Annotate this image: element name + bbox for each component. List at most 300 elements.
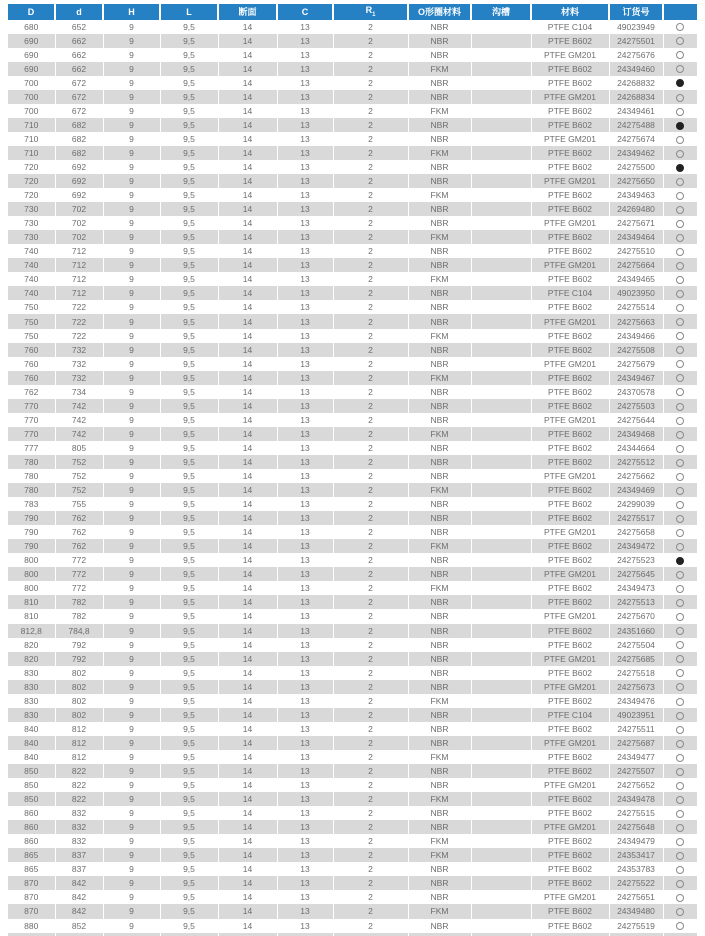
table-row [8, 511, 697, 525]
cell-cross_section: 14 [218, 680, 277, 694]
cell-material: PTFE B602 [531, 497, 609, 511]
cell-C: 13 [277, 104, 333, 118]
cell-availability [663, 286, 697, 300]
cell-D: 770 [8, 427, 55, 441]
cell-availability [663, 118, 697, 132]
cell-order_no: 24275510 [609, 244, 663, 258]
cell-material: PTFE B602 [531, 919, 609, 933]
availability-dot-open-icon [676, 852, 684, 860]
table-row [8, 455, 697, 469]
cell-cross_section: 14 [218, 385, 277, 399]
cell-material: PTFE B602 [531, 750, 609, 764]
cell-d: 802 [55, 666, 103, 680]
cell-d: 662 [55, 62, 103, 76]
cell-order_no: 24275652 [609, 778, 663, 792]
cell-D: 840 [8, 722, 55, 736]
cell-C: 13 [277, 230, 333, 244]
cell-C: 13 [277, 736, 333, 750]
cell-D: 790 [8, 539, 55, 553]
cell-order_no: 24349478 [609, 792, 663, 806]
cell-C: 13 [277, 567, 333, 581]
cell-groove [471, 848, 531, 862]
cell-R1: 2 [333, 90, 408, 104]
cell-H: 9 [103, 750, 160, 764]
cell-L: 9,5 [160, 62, 218, 76]
cell-D: 880 [8, 919, 55, 933]
cell-order_no: 24275687 [609, 736, 663, 750]
availability-dot-open-icon [676, 192, 684, 200]
cell-material: PTFE B602 [531, 385, 609, 399]
cell-cross_section: 14 [218, 553, 277, 567]
cell-R1: 2 [333, 371, 408, 385]
cell-availability [663, 20, 697, 34]
cell-oring_material: FKM [408, 750, 471, 764]
column-header-cross_section [218, 4, 277, 20]
cell-oring_material: NBR [408, 609, 471, 623]
cell-material: PTFE GM201 [531, 469, 609, 483]
availability-dot-open-icon [676, 824, 684, 832]
cell-groove [471, 778, 531, 792]
cell-L: 9,5 [160, 258, 218, 272]
cell-H: 9 [103, 708, 160, 722]
cell-order_no: 24275674 [609, 132, 663, 146]
table-row [8, 48, 697, 62]
availability-dot-open-icon [676, 388, 684, 396]
cell-D: 850 [8, 778, 55, 792]
cell-material: PTFE GM201 [531, 216, 609, 230]
cell-availability [663, 104, 697, 118]
cell-oring_material: FKM [408, 848, 471, 862]
cell-oring_material: NBR [408, 525, 471, 539]
cell-groove [471, 806, 531, 820]
cell-oring_material: NBR [408, 34, 471, 48]
cell-groove [471, 680, 531, 694]
cell-C: 13 [277, 343, 333, 357]
table-row [8, 258, 697, 272]
cell-cross_section: 14 [218, 329, 277, 343]
cell-L: 9,5 [160, 34, 218, 48]
cell-H: 9 [103, 778, 160, 792]
table-row [8, 890, 697, 904]
cell-cross_section: 14 [218, 750, 277, 764]
cell-R1: 2 [333, 343, 408, 357]
cell-cross_section: 14 [218, 160, 277, 174]
cell-cross_section: 14 [218, 427, 277, 441]
cell-groove [471, 890, 531, 904]
availability-dot-open-icon [676, 108, 684, 116]
cell-material: PTFE GM201 [531, 609, 609, 623]
cell-availability [663, 708, 697, 722]
availability-dot-open-icon [676, 726, 684, 734]
table-row [8, 329, 697, 343]
cell-C: 13 [277, 258, 333, 272]
cell-R1: 2 [333, 286, 408, 300]
column-header-R1 [333, 4, 408, 20]
cell-L: 9,5 [160, 20, 218, 34]
cell-L: 9,5 [160, 567, 218, 581]
cell-H: 9 [103, 258, 160, 272]
cell-H: 9 [103, 876, 160, 890]
cell-material: PTFE B602 [531, 638, 609, 652]
cell-availability [663, 34, 697, 48]
cell-order_no: 24275488 [609, 118, 663, 132]
cell-cross_section: 14 [218, 62, 277, 76]
cell-H: 9 [103, 118, 160, 132]
cell-oring_material: FKM [408, 792, 471, 806]
cell-material: PTFE B602 [531, 371, 609, 385]
cell-L: 9,5 [160, 553, 218, 567]
cell-order_no: 24275504 [609, 638, 663, 652]
cell-C: 13 [277, 427, 333, 441]
cell-order_no: 24275664 [609, 258, 663, 272]
cell-d: 782 [55, 595, 103, 609]
cell-L: 9,5 [160, 188, 218, 202]
cell-R1: 2 [333, 216, 408, 230]
cell-D: 710 [8, 118, 55, 132]
cell-groove [471, 258, 531, 272]
cell-oring_material: NBR [408, 736, 471, 750]
cell-d: 712 [55, 258, 103, 272]
cell-availability [663, 76, 697, 90]
cell-L: 9,5 [160, 230, 218, 244]
table-row [8, 216, 697, 230]
cell-availability [663, 666, 697, 680]
cell-C: 13 [277, 357, 333, 371]
cell-R1: 2 [333, 834, 408, 848]
cell-R1: 2 [333, 666, 408, 680]
cell-D: 830 [8, 680, 55, 694]
cell-d: 722 [55, 329, 103, 343]
cell-availability [663, 525, 697, 539]
cell-groove [471, 132, 531, 146]
cell-R1: 2 [333, 792, 408, 806]
cell-availability [663, 343, 697, 357]
cell-cross_section: 14 [218, 904, 277, 918]
cell-cross_section: 14 [218, 230, 277, 244]
cell-order_no: 24344664 [609, 441, 663, 455]
availability-dot-open-icon [676, 487, 684, 495]
cell-R1: 2 [333, 764, 408, 778]
cell-order_no: 24268832 [609, 76, 663, 90]
cell-R1: 2 [333, 329, 408, 343]
cell-availability [663, 750, 697, 764]
table-row [8, 230, 697, 244]
cell-order_no: 24349462 [609, 146, 663, 160]
cell-groove [471, 371, 531, 385]
cell-H: 9 [103, 300, 160, 314]
cell-d: 832 [55, 806, 103, 820]
cell-oring_material: NBR [408, 413, 471, 427]
cell-L: 9,5 [160, 385, 218, 399]
cell-d: 722 [55, 314, 103, 328]
cell-C: 13 [277, 694, 333, 708]
cell-groove [471, 300, 531, 314]
cell-H: 9 [103, 638, 160, 652]
cell-material: PTFE C104 [531, 20, 609, 34]
cell-material: PTFE B602 [531, 666, 609, 680]
cell-H: 9 [103, 62, 160, 76]
cell-L: 9,5 [160, 413, 218, 427]
cell-groove [471, 652, 531, 666]
table-row [8, 314, 697, 328]
cell-oring_material: NBR [408, 244, 471, 258]
cell-d: 702 [55, 216, 103, 230]
cell-material: PTFE GM201 [531, 567, 609, 581]
cell-cross_section: 14 [218, 272, 277, 286]
cell-D: 770 [8, 399, 55, 413]
cell-H: 9 [103, 567, 160, 581]
cell-availability [663, 638, 697, 652]
table-row [8, 736, 697, 750]
cell-d: 837 [55, 848, 103, 862]
cell-C: 13 [277, 371, 333, 385]
cell-R1: 2 [333, 174, 408, 188]
cell-groove [471, 329, 531, 343]
availability-dot-open-icon [676, 332, 684, 340]
cell-order_no: 24275517 [609, 511, 663, 525]
cell-oring_material: NBR [408, 497, 471, 511]
cell-d: 692 [55, 174, 103, 188]
cell-L: 9,5 [160, 441, 218, 455]
cell-cross_section: 14 [218, 90, 277, 104]
cell-oring_material: NBR [408, 469, 471, 483]
cell-availability [663, 202, 697, 216]
cell-H: 9 [103, 539, 160, 553]
column-header-label: H [128, 6, 135, 17]
cell-order_no: 24269480 [609, 202, 663, 216]
table-row-partial [8, 933, 697, 936]
cell-cross_section: 14 [218, 188, 277, 202]
cell-L: 9,5 [160, 834, 218, 848]
cell-order_no: 24275500 [609, 160, 663, 174]
cell-oring_material: NBR [408, 876, 471, 890]
cell-order_no: 24275676 [609, 48, 663, 62]
cell-H: 9 [103, 188, 160, 202]
cell-oring_material: NBR [408, 778, 471, 792]
cell-availability [663, 792, 697, 806]
cell-L: 9,5 [160, 48, 218, 62]
availability-dot-filled-icon [676, 164, 684, 172]
cell-H: 9 [103, 441, 160, 455]
cell-oring_material: NBR [408, 553, 471, 567]
cell-cross_section: 14 [218, 525, 277, 539]
cell-cross_section: 14 [218, 581, 277, 595]
cell-material: PTFE B602 [531, 581, 609, 595]
cell-cross_section: 14 [218, 286, 277, 300]
cell-d: 652 [55, 20, 103, 34]
cell-C: 13 [277, 834, 333, 848]
availability-dot-open-icon [676, 768, 684, 776]
cell-R1: 2 [333, 652, 408, 666]
cell-cross_section: 14 [218, 609, 277, 623]
cell-order_no: 24275523 [609, 553, 663, 567]
cell-D: 690 [8, 34, 55, 48]
table-row [8, 904, 697, 918]
cell-groove [471, 511, 531, 525]
cell-D: 740 [8, 244, 55, 258]
cell-R1: 2 [333, 202, 408, 216]
cell-C-partial [277, 933, 333, 936]
cell-material: PTFE C104 [531, 286, 609, 300]
cell-cross_section: 14 [218, 820, 277, 834]
column-header-D [8, 4, 55, 20]
table-body [8, 20, 697, 936]
cell-cross_section: 14 [218, 20, 277, 34]
cell-L: 9,5 [160, 778, 218, 792]
cell-C: 13 [277, 904, 333, 918]
cell-H: 9 [103, 314, 160, 328]
cell-R1: 2 [333, 300, 408, 314]
column-header-label: 材料 [560, 7, 579, 18]
cell-L: 9,5 [160, 272, 218, 286]
cell-groove [471, 202, 531, 216]
cell-material: PTFE GM201 [531, 48, 609, 62]
cell-material: PTFE GM201 [531, 258, 609, 272]
availability-dot-open-icon [676, 599, 684, 607]
cell-material: PTFE B602 [531, 244, 609, 258]
cell-C: 13 [277, 848, 333, 862]
cell-availability [663, 146, 697, 160]
cell-R1: 2 [333, 160, 408, 174]
cell-L: 9,5 [160, 160, 218, 174]
cell-C: 13 [277, 455, 333, 469]
cell-availability [663, 371, 697, 385]
cell-L: 9,5 [160, 300, 218, 314]
cell-groove [471, 919, 531, 933]
cell-D: 870 [8, 890, 55, 904]
cell-C: 13 [277, 132, 333, 146]
table-row [8, 638, 697, 652]
cell-R1: 2 [333, 413, 408, 427]
cell-H: 9 [103, 230, 160, 244]
cell-order_no: 24351660 [609, 624, 663, 638]
cell-L: 9,5 [160, 202, 218, 216]
cell-groove [471, 595, 531, 609]
cell-D: 700 [8, 76, 55, 90]
column-header-L [160, 4, 218, 20]
cell-R1: 2 [333, 272, 408, 286]
cell-d: 805 [55, 441, 103, 455]
availability-dot-open-icon [676, 754, 684, 762]
cell-D: 783 [8, 497, 55, 511]
cell-D: 812,8 [8, 624, 55, 638]
cell-H: 9 [103, 890, 160, 904]
table-row [8, 174, 697, 188]
cell-availability [663, 188, 697, 202]
table-row [8, 118, 697, 132]
cell-L: 9,5 [160, 652, 218, 666]
cell-H: 9 [103, 160, 160, 174]
cell-groove [471, 708, 531, 722]
availability-dot-open-icon [676, 417, 684, 425]
cell-cross_section: 14 [218, 216, 277, 230]
column-header-label: 断面 [238, 7, 257, 18]
cell-D: 800 [8, 567, 55, 581]
cell-H: 9 [103, 469, 160, 483]
cell-R1: 2 [333, 638, 408, 652]
cell-L: 9,5 [160, 722, 218, 736]
cell-C: 13 [277, 146, 333, 160]
cell-D: 760 [8, 357, 55, 371]
cell-material: PTFE B602 [531, 104, 609, 118]
cell-material: PTFE B602 [531, 399, 609, 413]
table-row [8, 188, 697, 202]
cell-availability [663, 595, 697, 609]
cell-d: 832 [55, 834, 103, 848]
cell-material: PTFE B602 [531, 862, 609, 876]
cell-H: 9 [103, 904, 160, 918]
cell-H: 9 [103, 385, 160, 399]
cell-H: 9 [103, 609, 160, 623]
cell-material: PTFE B602 [531, 876, 609, 890]
cell-order_no: 24349464 [609, 230, 663, 244]
cell-oring_material: FKM [408, 188, 471, 202]
cell-groove [471, 118, 531, 132]
cell-C: 13 [277, 806, 333, 820]
availability-dot-open-icon [676, 698, 684, 706]
cell-H: 9 [103, 736, 160, 750]
cell-D: 790 [8, 525, 55, 539]
cell-R1: 2 [333, 104, 408, 118]
cell-L: 9,5 [160, 329, 218, 343]
cell-material: PTFE GM201 [531, 820, 609, 834]
cell-availability [663, 413, 697, 427]
availability-dot-open-icon [676, 838, 684, 846]
cell-D: 730 [8, 230, 55, 244]
cell-d: 762 [55, 539, 103, 553]
cell-material: PTFE B602 [531, 595, 609, 609]
cell-cross_section: 14 [218, 694, 277, 708]
table-row [8, 820, 697, 834]
cell-availability [663, 90, 697, 104]
cell-groove [471, 216, 531, 230]
availability-dot-filled-icon [676, 557, 684, 565]
cell-availability [663, 624, 697, 638]
cell-C: 13 [277, 329, 333, 343]
cell-C: 13 [277, 919, 333, 933]
cell-oring_material: NBR [408, 455, 471, 469]
cell-C: 13 [277, 764, 333, 778]
cell-availability [663, 890, 697, 904]
cell-C: 13 [277, 862, 333, 876]
cell-order_no: 24275519 [609, 919, 663, 933]
cell-order_no: 24275648 [609, 820, 663, 834]
cell-D: 780 [8, 469, 55, 483]
cell-R1: 2 [333, 890, 408, 904]
cell-C: 13 [277, 399, 333, 413]
cell-availability [663, 160, 697, 174]
cell-L: 9,5 [160, 511, 218, 525]
cell-groove [471, 357, 531, 371]
cell-material: PTFE B602 [531, 694, 609, 708]
cell-availability [663, 258, 697, 272]
cell-H: 9 [103, 343, 160, 357]
availability-dot-open-icon [676, 501, 684, 509]
cell-order_no: 24275644 [609, 413, 663, 427]
cell-cross_section: 14 [218, 132, 277, 146]
cell-D: 790 [8, 511, 55, 525]
cell-groove [471, 48, 531, 62]
cell-order_no: 24349477 [609, 750, 663, 764]
cell-D: 720 [8, 174, 55, 188]
cell-D: 740 [8, 272, 55, 286]
cell-order_no: 24275645 [609, 567, 663, 581]
cell-groove [471, 399, 531, 413]
cell-L: 9,5 [160, 890, 218, 904]
cell-L: 9,5 [160, 806, 218, 820]
cell-D: 830 [8, 708, 55, 722]
cell-order_no: 24275507 [609, 764, 663, 778]
